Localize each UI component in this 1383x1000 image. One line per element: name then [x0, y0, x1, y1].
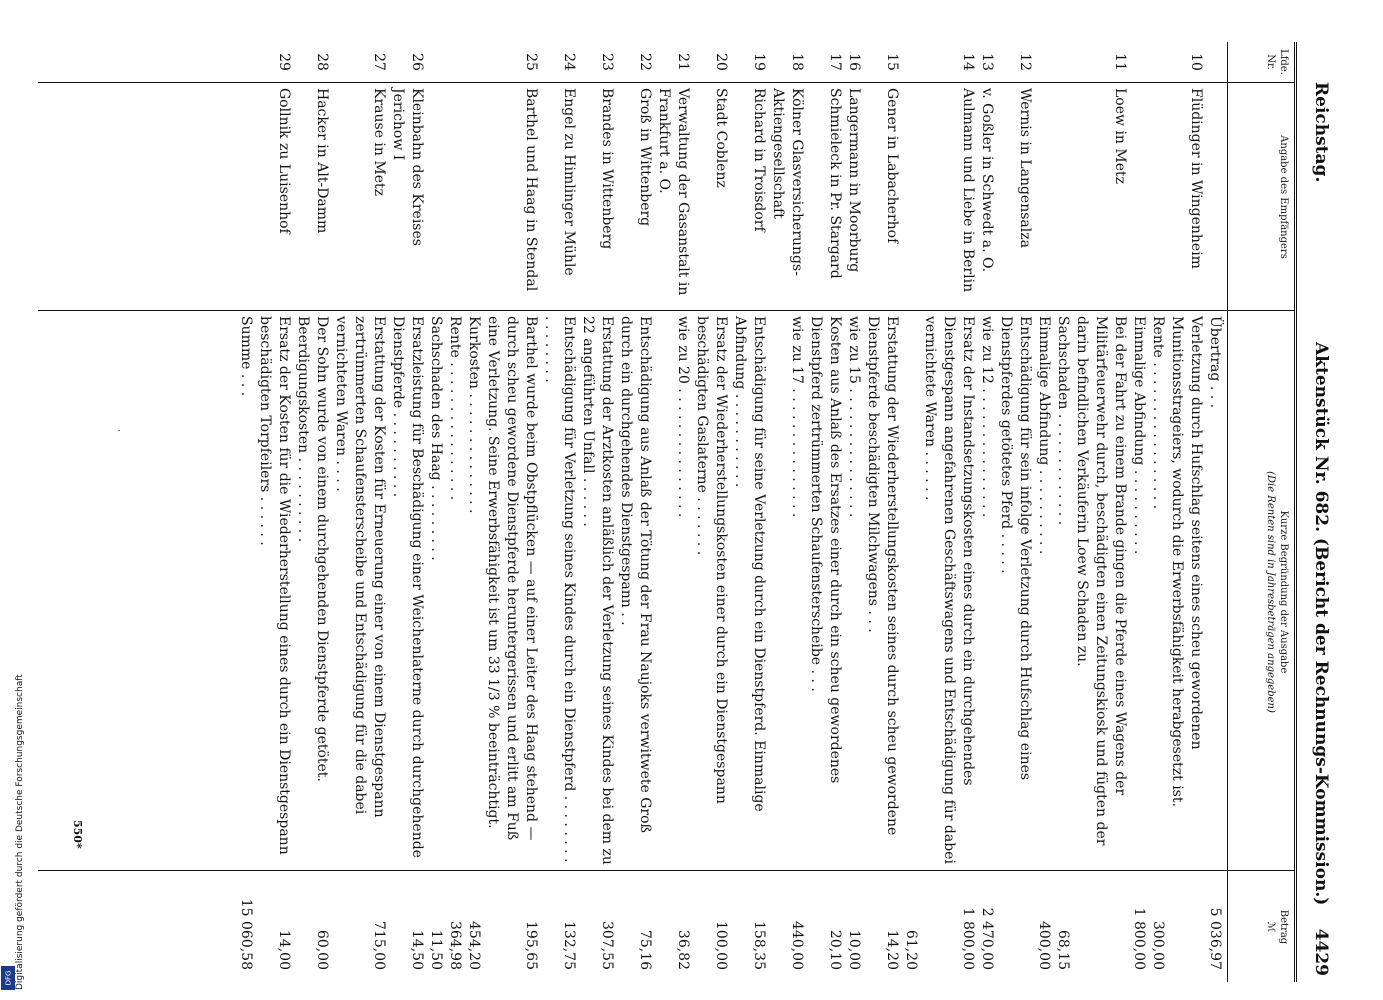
row-number	[445, 42, 464, 82]
row-number: 17	[827, 53, 843, 71]
row-number	[1034, 42, 1053, 82]
recipient: Gollnik zu Luisenhof	[276, 88, 292, 234]
amount: 36,82	[675, 929, 691, 970]
table-row	[768, 42, 806, 982]
reason: Ersatz der Kosten für die Wiederherstellung eines durch ein Dienstgespann beschädigten Torpfeilers . . . . . .	[257, 316, 292, 855]
recipient: Gener in Labacherhof	[884, 88, 900, 244]
table-row	[1129, 42, 1148, 982]
col-header-reason-sub: (Die Renten sind in Jahresbeträgen angegeben)	[1265, 471, 1276, 713]
reason: Sachschaden des Haag . . . . . . . . .	[428, 316, 444, 561]
row-number	[426, 42, 445, 82]
amount: 75,16	[637, 929, 653, 970]
amount: 440,00	[789, 921, 805, 970]
table-row	[996, 42, 1034, 982]
row-number: 12	[1017, 53, 1033, 71]
col-header-nr: Lfde. Nr.	[1265, 49, 1289, 75]
row-number: 19	[751, 53, 767, 71]
recipient: Krause in Metz	[371, 88, 387, 197]
reason: Kosten aus Anlaß des Ersatzes einer durch ein scheu gewordenes Dienstpferd zertrümmerten Schaufensterscheibe . . .	[808, 316, 843, 784]
table-row	[388, 42, 426, 982]
row-number: 13	[979, 53, 995, 71]
recipient	[1053, 82, 1072, 308]
amount: 132,75	[561, 921, 577, 970]
dfg-logo-text: DFG	[4, 970, 12, 986]
row-number: 18	[789, 53, 805, 71]
reason: Ersatz der Instandsetzungskosten eines durch ein durchgehendes Dienstgespann angefahrenen Geschäftswagens und Entschädigung für dabei vernichtete Waren . . . . . .	[922, 316, 976, 864]
table-row	[1053, 42, 1072, 982]
col-header-amount-title: Betrag	[1278, 909, 1289, 945]
amount	[1167, 866, 1205, 976]
reason: Bei der Fahrt zu einem Brande gingen die Pferde eines Wagens der Militärfeuerwehr durch, beschädigten einen Zeitungskiosk und fügten der darin befindlichen Verkäuferin Loew Schaden zu.	[1074, 316, 1128, 846]
amount: 307,55	[599, 921, 615, 970]
row-number	[1129, 42, 1148, 82]
recipient	[1148, 82, 1167, 308]
row-number	[1053, 42, 1072, 82]
row-number: 28	[314, 53, 330, 71]
table-row	[920, 42, 977, 982]
header-title: Aktenstück Nr. 682. (Bericht der Rechnungs-Kommission.)	[1311, 342, 1331, 906]
reason: Erstattung der Wiederherstellungskosten seines durch scheu gewordene Dienstpferde beschädigten Milchwagens . . .	[865, 316, 900, 836]
row-number: 21	[675, 53, 691, 71]
recipient: Kleinbahn des Kreises Jerichow I	[390, 88, 425, 246]
reason: Entschädigung für sein infolge Verletzung durch Hufschlag eines Dienstpferdes getötetes Pferd . . . . .	[998, 316, 1033, 781]
reason: Barthel wurde beim Obstpflücken — auf einer Leiter des Haag stehend — durch scheu gewordene Dienstpferde heruntergerissen und erlitt am Fuß eine Verletzung. Seine Erwerbsfähigkeit ist um 33 1/3 % beeinträchtigt.	[485, 316, 539, 841]
recipient: Wernis in Langensalza	[1017, 88, 1033, 248]
reason: Einmalige Abfindung . . . . . . . . . .	[1131, 316, 1147, 555]
recipient: Groß in Wittenberg	[637, 88, 653, 227]
reason	[901, 308, 920, 866]
reason: Rente . . . . . . . . . . . . . . . .	[447, 316, 463, 501]
row-number: 16	[846, 53, 862, 71]
recipient	[1129, 82, 1148, 308]
amount: 1 800,00	[960, 907, 976, 970]
page-number: 4429	[1311, 928, 1331, 976]
table-row	[540, 42, 578, 982]
col-header-reason	[1232, 312, 1290, 872]
amount: 11,50	[428, 929, 444, 970]
digitization-note	[2, 605, 25, 995]
table-row	[445, 42, 464, 982]
footer-folio: 550*	[71, 820, 84, 849]
table-row	[844, 42, 863, 982]
row-number	[901, 42, 920, 82]
reason: Rente . . . . . . . . . . . . . . . . .	[1150, 316, 1166, 510]
row-number	[1205, 42, 1224, 82]
row-number: 26	[409, 53, 425, 71]
recipient	[901, 82, 920, 308]
recipient: Engel zu Himlinger Mühle	[561, 88, 577, 276]
col-header-amount	[1232, 872, 1290, 982]
row-number: 14	[960, 53, 976, 71]
col-header-reason-title: Kurze Begründung der Ausgabe	[1278, 510, 1289, 674]
recipient	[1034, 82, 1053, 308]
recipient: v. Goßler in Schwedt a. O.	[979, 88, 995, 273]
amount: 20,10	[827, 929, 843, 970]
reason: Summe . . .	[238, 316, 254, 397]
table-row	[578, 42, 616, 982]
column-header-rule	[1227, 42, 1228, 982]
recipient: Langermann in Moorburg	[846, 88, 862, 273]
amount: 300,00	[1150, 921, 1166, 970]
header-rule	[1294, 42, 1297, 982]
reason: wie zu 15 . . . . . . . . . . . . . . .	[846, 316, 862, 518]
row-number: 10	[1188, 53, 1204, 71]
reason: wie zu 20 . . . . . . . . . . . . . . .	[675, 316, 691, 518]
recipient	[236, 82, 255, 308]
recipient	[1205, 82, 1224, 308]
amount	[996, 866, 1034, 976]
reason: Erstattung der Arztkosten anläßlich der Verletzung seines Kindes bei dem zu 22 angeführten Unfall . . . . . .	[580, 316, 615, 865]
page-header	[1300, 42, 1330, 982]
reason: wie zu 12 . . . . . . . . . . . . . . .	[979, 316, 995, 518]
table-row	[464, 42, 483, 982]
row-number	[464, 42, 483, 82]
table-row	[730, 42, 768, 982]
table-row	[901, 42, 920, 982]
amount: 158,35	[751, 921, 767, 970]
col-header-recipient: Angabe des Empfängers	[1278, 135, 1289, 259]
row-number: 15	[884, 53, 900, 71]
amount: 400,00	[1036, 921, 1052, 970]
digitization-note-text: Digitalisierung gefördert durch die Deutsche Forschungsgemeinschaft	[15, 674, 25, 990]
row-number	[236, 42, 255, 82]
amount: 715,00	[371, 921, 387, 970]
recipient: Richard in Troisdorf	[751, 88, 767, 232]
row-number: 24	[561, 53, 577, 71]
reason: Erstattung der Kosten für Erneuerung einer von einem Dienstgespann zertrümmerten Schaufensterscheibe und Entschädigung für die dabei vernichteten Waren . . . .	[333, 316, 387, 818]
reason: Einmalige Abfindung . . . . . . . . . .	[1036, 316, 1052, 555]
amount	[1072, 866, 1129, 976]
recipient: Kölner Glasversicherungs-Aktiengesellschaft	[770, 88, 805, 276]
row-number: 23	[599, 53, 615, 71]
amount: 14,50	[409, 929, 425, 970]
amount: 364,98	[447, 921, 463, 970]
recipient	[445, 82, 464, 308]
recipient: Brandes in Wittenberg	[599, 88, 615, 250]
table-row	[1167, 42, 1205, 982]
reason: Entschädigung aus Anlaß der Tötung der Frau Naujoks verwitwete Groß durch ein durchgehendes Dienstgespann . .	[618, 316, 653, 833]
recipient: Schmieleck in Pr. Stargard	[827, 88, 843, 279]
reason: Kurkosten . . . . . . . . . . . . . .	[466, 316, 482, 514]
table-row	[236, 42, 255, 982]
row-number: 22	[637, 53, 653, 71]
table-row	[1034, 42, 1053, 982]
col-header-amount-unit: ℳ	[1265, 921, 1276, 933]
recipient: Hacker in Alt-Damm	[314, 88, 330, 234]
amount: 1 800,00	[1131, 907, 1147, 970]
table-row	[654, 42, 692, 982]
amount: 2 470,00	[979, 907, 995, 970]
recipient: Verwaltung der Gasanstalt in Frankfurt a. O.	[656, 88, 691, 296]
dfg-logo	[1, 966, 15, 990]
amount: 61,20	[903, 929, 919, 970]
reason: Der Sohn wurde von einem durchgehenden Dienstpferde getötet. Beerdigungskosten . . . . . . . . . .	[295, 316, 330, 782]
table-row	[1072, 42, 1129, 982]
reason: Verletzung durch Hufschlag seitens eines scheu gewordenen Munitionsstrageiers, wodurch die Erwerbsfähigkeit herabgesetzt ist.	[1169, 316, 1204, 807]
reason: Sachschaden . . . . . . . . . . . . .	[1055, 316, 1071, 526]
reason: wie zu 17 . . . . . . . . . . . . . . .	[789, 316, 805, 518]
recipient: Flüdinger in Wingenheim	[1188, 88, 1204, 269]
row-number: 20	[713, 53, 729, 71]
gutter-mark	[118, 430, 120, 431]
row-number: 25	[523, 53, 539, 71]
amount: 15 060,58	[238, 898, 254, 970]
amount: 10,00	[846, 929, 862, 970]
amount: 14,20	[884, 929, 900, 970]
row-number: 27	[371, 53, 387, 71]
amount: 5 036,97	[1207, 907, 1223, 970]
recipient	[464, 82, 483, 308]
table-row	[426, 42, 445, 982]
table-row	[616, 42, 654, 982]
recipient: Loew in Metz	[1112, 88, 1128, 185]
reason: Ersatzleistung für Beschädigung einer Weichenlaterne durch durchgehende Dienstpferde . . . . . . . . . .	[390, 316, 425, 858]
recipient: Stadt Coblenz	[713, 88, 729, 188]
amount: 454,20	[466, 921, 482, 970]
amount: 195,65	[523, 921, 539, 970]
row-number: 11	[1112, 53, 1128, 71]
table-row	[483, 42, 540, 982]
table-row	[1148, 42, 1167, 982]
recipient: Aulmann und Liebe in Berlin	[960, 88, 976, 293]
table-row	[255, 42, 293, 982]
table-row	[806, 42, 844, 982]
row-number: 29	[276, 53, 292, 71]
amount: 14,00	[276, 929, 292, 970]
rotated-page	[20, 42, 1340, 982]
table-row	[692, 42, 730, 982]
table-row	[1205, 42, 1224, 982]
table-row	[293, 42, 331, 982]
reason: Ersatz der Wiederherstellungskosten einer durch ein Dienstgespann beschädigten Gaslaterne . . . . . . .	[694, 316, 729, 804]
amount: 60,00	[314, 929, 330, 970]
amount: 100,00	[713, 921, 729, 970]
table-row	[863, 42, 901, 982]
recipient	[426, 82, 445, 308]
reason: Entschädigung für Verletzung seines Kindes durch ein Dienstpferd . . . . . . . . . . . . . . . .	[542, 316, 577, 863]
table-row	[331, 42, 388, 982]
table-row	[977, 42, 996, 982]
recipient: Barthel und Haag in Stendal	[523, 88, 539, 292]
header-left: Reichstag.	[1311, 82, 1331, 183]
reason: Übertrag . . .	[1207, 316, 1223, 409]
ledger-table	[236, 42, 1224, 982]
amount: 68,15	[1055, 929, 1071, 970]
row-number	[1148, 42, 1167, 82]
reason: Entschädigung für seine Verletzung durch ein Dienstpferd. Einmalige Abfindung . . . . . . . . . . .	[732, 316, 767, 812]
